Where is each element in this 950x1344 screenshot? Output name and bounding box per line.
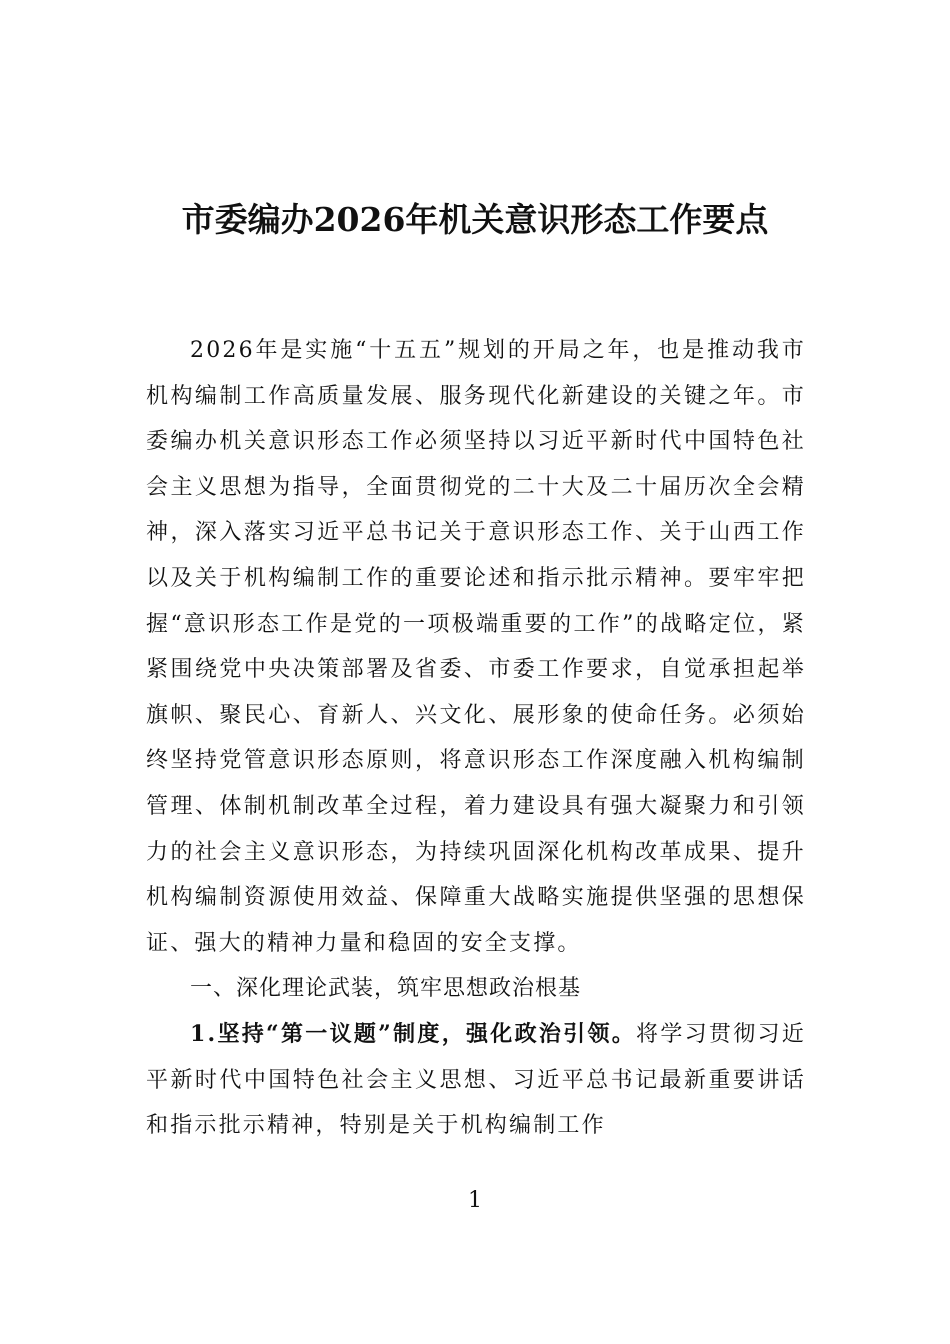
section-1-heading: 一、深化理论武装，筑牢思想政治根基 bbox=[190, 976, 582, 1002]
document-title: 市委编办2026年机关意识形态工作要点 bbox=[181, 200, 769, 239]
document-body bbox=[146, 328, 806, 1149]
page-number: 1 bbox=[468, 1188, 482, 1213]
intro-paragraph: 2026年是实施“十五五”规划的开局之年，也是推动我市机构编制工作高质量发展、服务现代化新建设的关键之年。市委编办机关意识形态工作必须坚持以习近平新时代中国特色社会主义思想为指导，全面贯彻党的二十大及二十届历次全会精神，深入落实习近平总书记关于意识形态工作、关于山西工作以及关于机构编制工作的重要论述和指示批示精神。要牢牢把握“意识形态工作是党的一项极端重要的工作”的战略定位，紧紧围绕党中央决策部署及省委、市委工作要求，自觉承担起举旗帜、聚民心、育新人、兴文化、展形象的使命任务。必须始终坚持党管意识形态原则，将意识形态工作深度融入机构编制管理、体制机制改革全过程，着力建设具有强大凝聚力和引领力的社会主义意识形态，为持续巩固深化机构改革成果、提升机构编制资源使用效益、保障重大战略实施提供坚强的思想保证、强大的精神力量和稳固的安全支撑。 bbox=[146, 338, 806, 956]
item-1-lead: 1.坚持“第一议题”制度，强化政治引领。 bbox=[190, 1020, 637, 1047]
item-1-paragraph bbox=[146, 1012, 806, 1149]
item-1-text: 将学习贯彻习近平新时代中国特色社会主义思想、习近平总书记最新重要讲话和指示批示精神，特别是关于机构编制工作 bbox=[146, 1021, 807, 1139]
